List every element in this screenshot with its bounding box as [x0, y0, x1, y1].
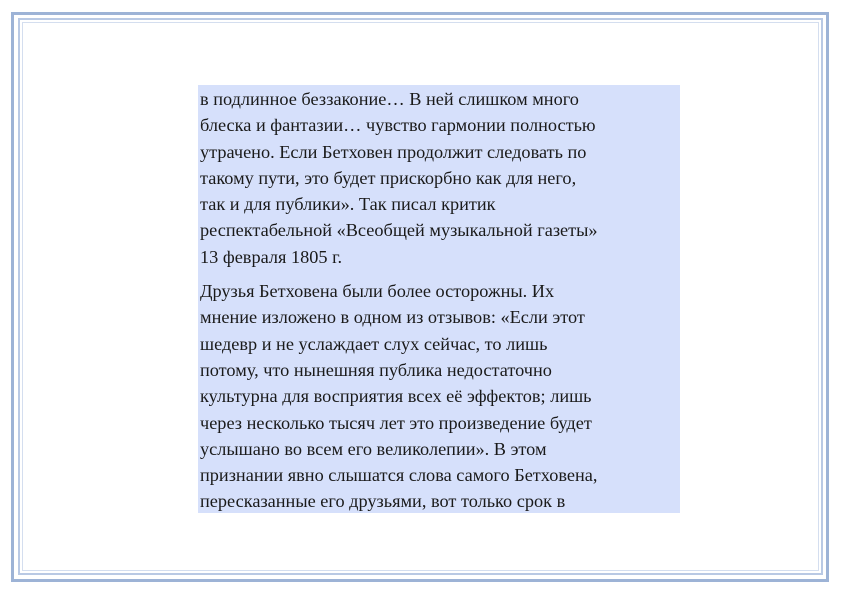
text-line: утрачено. Если Бетховен продолжит следовать по: [200, 141, 587, 162]
text-line: культурна для восприятия всех её эффектов; лишь: [200, 386, 592, 407]
text-line: шедевр и не услаждает слух сейчас, то лишь: [200, 333, 548, 354]
text-line: блеска и фантазии… чувство гармонии полностью: [200, 115, 596, 136]
text-line: услышано во всем его великолепии». В этом: [200, 438, 547, 459]
text-line: пересказанные его друзьями, вот только срок в: [200, 491, 566, 512]
text-line: в подлинное беззаконие… В ней слишком много: [200, 89, 579, 109]
text-line: признании явно слышатся слова самого Бетховена,: [200, 465, 598, 486]
text-line: через несколько тысяч лет это произведение будет: [200, 412, 592, 433]
text-line: такому пути, это будет прискорбно как для него,: [200, 167, 577, 188]
text-line: так и для публики». Так писал критик: [200, 194, 496, 215]
text-line: 13 февраля 1805 г.: [200, 246, 343, 267]
text-box: [198, 85, 680, 513]
paragraph-1: [200, 86, 678, 270]
text-line: Друзья Бетховена были более осторожны. Их: [200, 281, 555, 302]
paragraph-2: [200, 278, 678, 513]
text-line: респектабельной «Всеобщей музыкальной газеты»: [200, 220, 598, 241]
text-line: мнение изложено в одном из отзывов: «Если этот: [200, 307, 585, 328]
text-line: потому, что нынешняя публика недостаточно: [200, 359, 552, 380]
